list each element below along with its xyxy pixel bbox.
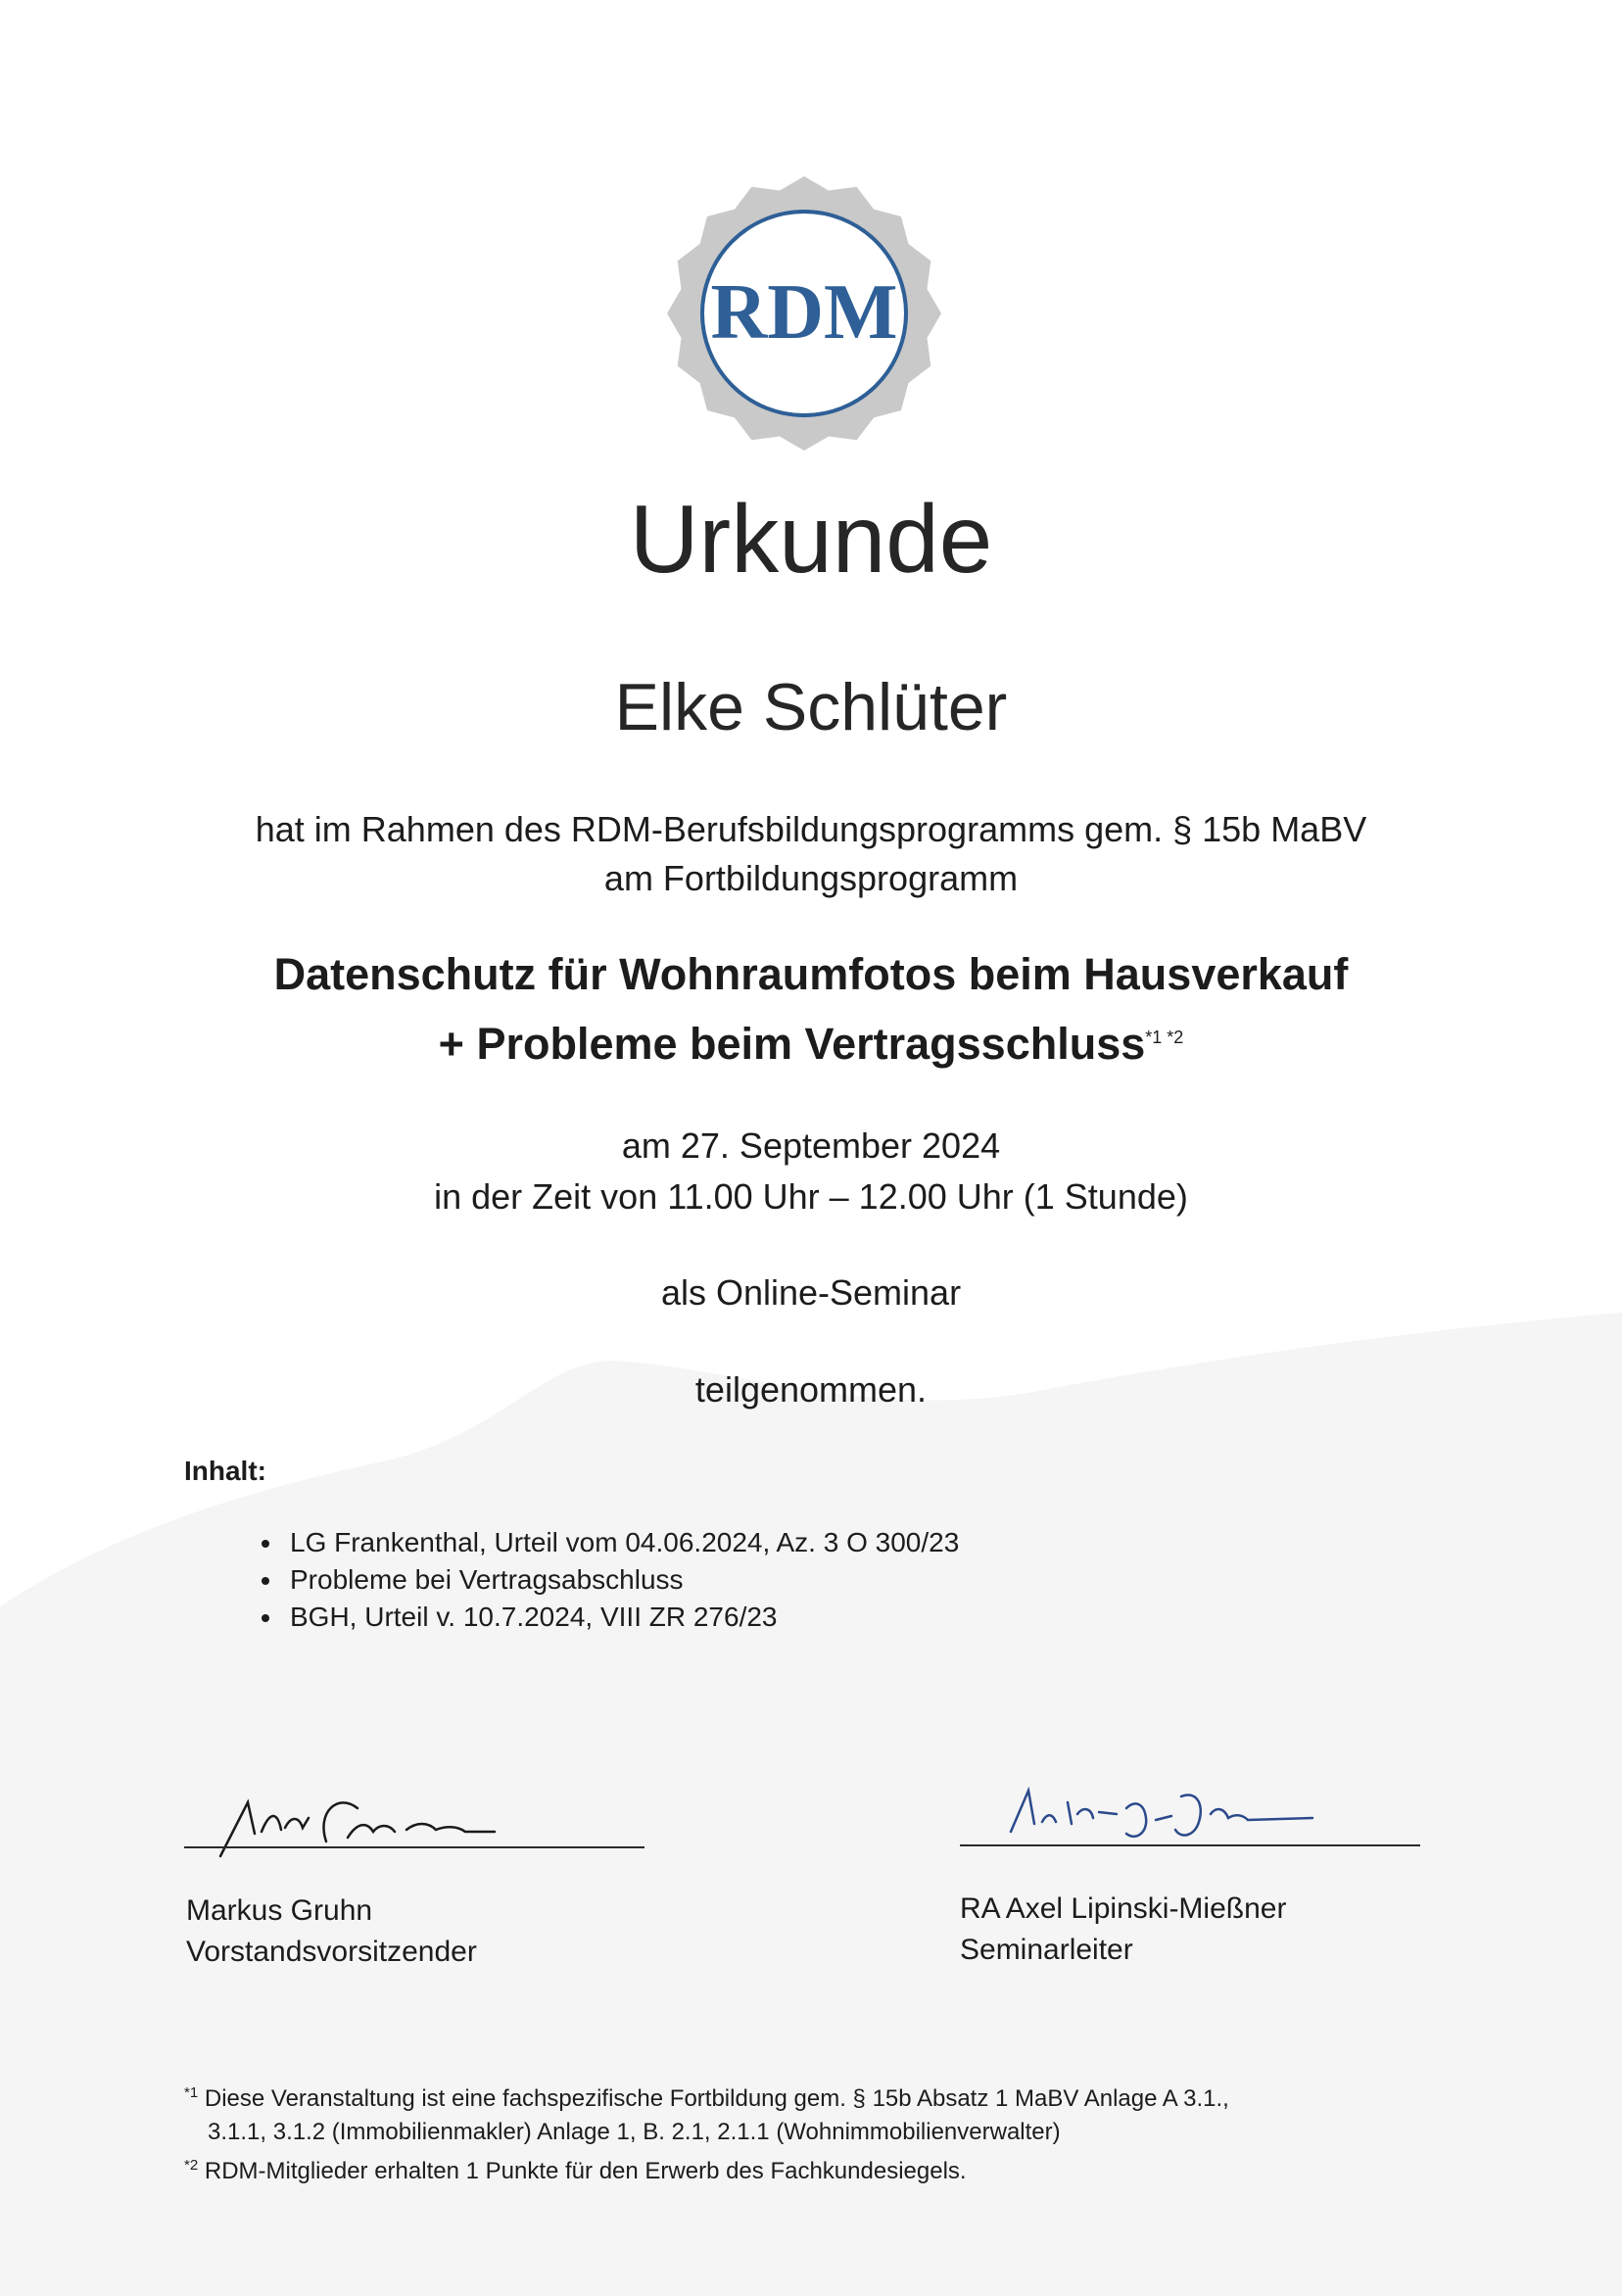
footnote-1-line-2: 3.1.1, 3.1.2 (Immobilienmakler) Anlage 1, B. 2.1, 2.1.1 (Wohnimmobilienverwalter) bbox=[208, 2119, 1061, 2145]
footnote-2-mark: *2 bbox=[184, 2157, 199, 2174]
list-item: • Probleme bei Vertragsabschluss bbox=[284, 1561, 959, 1599]
signer-left bbox=[186, 1890, 477, 1973]
intro-line-1: hat im Rahmen des RDM-Berufsbildungsprogramms gem. § 15b MaBV bbox=[255, 809, 1367, 849]
seminar-mode: als Online-Seminar bbox=[660, 1272, 962, 1313]
signature-left bbox=[201, 1773, 534, 1871]
signature-line-right bbox=[960, 1844, 1420, 1846]
content-list bbox=[235, 1524, 959, 1636]
signature-right bbox=[989, 1763, 1361, 1861]
footnote-1-line-1 bbox=[184, 2077, 1457, 2116]
signer-left-name: Markus Gruhn bbox=[186, 1894, 373, 1927]
recipient-name: Elke Schlüter bbox=[614, 670, 1008, 744]
date-block bbox=[0, 1121, 1622, 1222]
course-line-2-text: + Probleme beim Vertragsschluss bbox=[438, 1019, 1146, 1069]
signer-right bbox=[960, 1889, 1286, 1971]
list-item: • LG Frankenthal, Urteil vom 04.06.2024, Az. 3 O 300/23 bbox=[284, 1524, 959, 1561]
course-line-1: Datenschutz für Wohnraumfotos beim Hausverkauf bbox=[273, 949, 1349, 999]
footnote-1-mark: *1 bbox=[184, 2084, 199, 2101]
footnote-1-text: Diese Veranstaltung ist eine fachspezifische Fortbildung gem. § 15b Absatz 1 MaBV Anlage A 3.1., bbox=[198, 2085, 1229, 2112]
rdm-logo bbox=[662, 171, 946, 455]
footnote-2-text: RDM-Mitglieder erhalten 1 Punkte für den Erwerb des Fachkundesiegels. bbox=[198, 2158, 967, 2184]
signer-left-role: Vorstandsvorsitzender bbox=[186, 1936, 477, 1968]
course-title bbox=[0, 943, 1622, 1076]
list-item: • BGH, Urteil v. 10.7.2024, VIII ZR 276/23 bbox=[284, 1599, 959, 1636]
footnotes bbox=[184, 2077, 1457, 2188]
signer-right-name: RA Axel Lipinski-Mießner bbox=[960, 1892, 1287, 1925]
certificate-title: Urkunde bbox=[629, 485, 993, 593]
date-line-1: am 27. September 2024 bbox=[621, 1125, 1001, 1166]
signature-line-left bbox=[184, 1846, 644, 1848]
intro-line-2: am Fortbildungsprogramm bbox=[603, 858, 1019, 898]
course-footnote-marks: *1 *2 bbox=[1145, 1028, 1184, 1047]
course-line-2 bbox=[0, 1006, 1622, 1076]
participation-text: teilgenommen. bbox=[694, 1369, 928, 1410]
footnote-2 bbox=[184, 2149, 1457, 2188]
date-line-2: in der Zeit von 11.00 Uhr – 12.00 Uhr (1 Stunde) bbox=[434, 1176, 1188, 1217]
intro-text bbox=[0, 805, 1622, 903]
signer-right-role: Seminarleiter bbox=[960, 1934, 1133, 1966]
rdm-logo-text: RDM bbox=[710, 269, 898, 356]
content-label: Inhalt: bbox=[184, 1456, 266, 1486]
